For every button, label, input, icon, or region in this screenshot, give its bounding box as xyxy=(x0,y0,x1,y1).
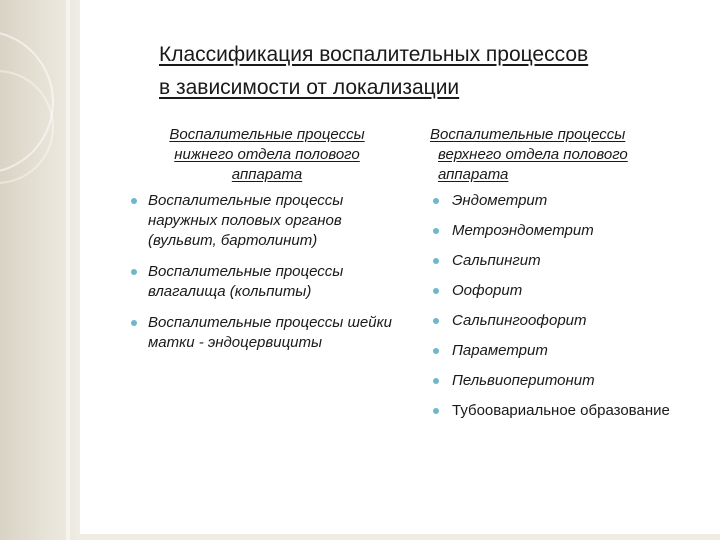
bullet-list xyxy=(128,191,406,353)
bullet-list xyxy=(430,191,710,421)
column-header-line: нижнего отдела полового xyxy=(174,146,360,163)
bullet-icon xyxy=(131,320,137,326)
slide-title xyxy=(159,38,704,104)
list-item-text: Параметрит xyxy=(452,342,548,359)
list-item-text: Воспалительные процессы влагалища (кольпиты) xyxy=(148,263,344,300)
column-header xyxy=(128,125,406,185)
list-item-text: Сальпингит xyxy=(452,252,541,269)
column-header-line: верхнего отдела полового xyxy=(438,146,628,163)
column-header-line: аппарата xyxy=(231,166,303,183)
upper-tract-column xyxy=(430,125,710,421)
lower-tract-column xyxy=(128,125,406,364)
list-item xyxy=(430,191,710,221)
column-header-line: аппарата xyxy=(438,166,509,183)
list-item-text: Тубоовариальное образование xyxy=(452,402,670,419)
column-header-line: Воспалительные процессы xyxy=(169,126,365,143)
list-item-text: Оофорит xyxy=(452,282,523,299)
list-item xyxy=(430,311,710,341)
list-item-text: Воспалительные процессы наружных половых органов (вульвит, бартолинит) xyxy=(148,192,344,249)
decorative-divider xyxy=(66,0,70,540)
list-item xyxy=(430,341,710,371)
list-item xyxy=(430,281,710,311)
list-item xyxy=(128,191,406,251)
list-item-text: Эндометрит xyxy=(452,192,548,209)
column-header-line: Воспалительные процессы xyxy=(430,126,626,143)
bullet-icon xyxy=(131,269,137,275)
bullet-icon xyxy=(433,258,439,264)
slide-title-line: в зависимости от локализации xyxy=(159,76,460,99)
list-item-text: Воспалительные процессы шейки матки - эндоцервициты xyxy=(148,314,393,351)
slide-title-line: Классификация воспалительных процессов xyxy=(159,43,589,66)
bullet-icon xyxy=(433,228,439,234)
list-item xyxy=(430,401,710,421)
list-item xyxy=(128,313,406,353)
list-item-text: Сальпингоофорит xyxy=(452,312,587,329)
list-item xyxy=(128,262,406,302)
bullet-icon xyxy=(433,288,439,294)
bullet-icon xyxy=(433,378,439,384)
column-header xyxy=(430,125,710,185)
list-item xyxy=(430,251,710,281)
list-item xyxy=(430,371,710,401)
list-item-text: Пельвиоперитонит xyxy=(452,372,595,389)
bullet-icon xyxy=(433,348,439,354)
bullet-icon xyxy=(433,408,439,414)
list-item-text: Метроэндометрит xyxy=(452,222,594,239)
list-item xyxy=(430,221,710,251)
bullet-icon xyxy=(433,318,439,324)
bullet-icon xyxy=(433,198,439,204)
bullet-icon xyxy=(131,198,137,204)
decorative-bottom-rule xyxy=(80,534,720,540)
